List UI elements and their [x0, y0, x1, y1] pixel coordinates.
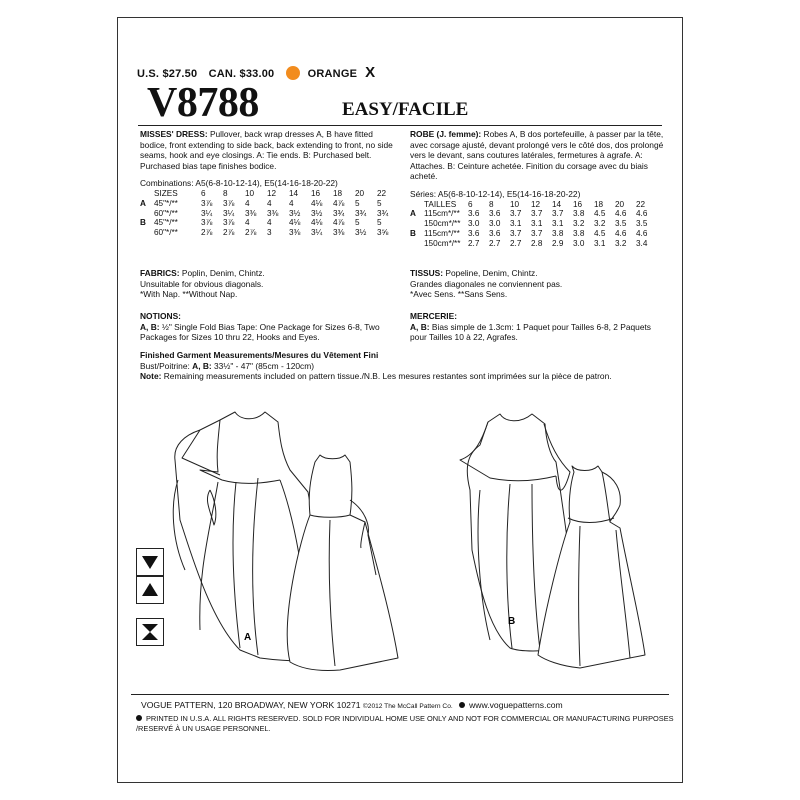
footer-legal: PRINTED IN U.S.A. ALL RIGHTS RESERVED. SOLD FOR INDIVIDUAL HOME USE ONLY AND NOT FOR COMMERCIAL OR MANUFACTURING PURPOSES /RESERVÉ À UN USAGE PERSONNEL. [136, 714, 674, 733]
copyright: ©2012 The McCall Pattern Co. [362, 703, 453, 710]
hourglass-icon [136, 618, 164, 646]
french-notions: MERCERIE: A, B: Bias simple de 1.3cm: 1 Paquet pour Tailles 6-8, 2 Paquets pour Tailles 10 à 22, Agrafes. [410, 311, 651, 343]
footer-company: VOGUE PATTERN, 120 BROADWAY, NEW YORK 10271 ©2012 The McCall Pattern Co. www.voguepatterns.com [141, 700, 563, 710]
difficulty-label: EASY/FACILE [342, 99, 469, 120]
english-fabrics: FABRICS: Poplin, Denim, Chintz. Unsuitable for obvious diagonals. *With Nap. **Without Nap. [140, 268, 265, 300]
bullet-icon [459, 702, 465, 708]
garment-illustrations [140, 400, 670, 690]
finished-measurements: Finished Garment Measurements/Mesures du Vêtement Fini Bust/Poitrine: A, B: 33½" - 47" (85cm - 120cm) Note: Remaining measurements included on pattern tissue./N.B. Les mesures restantes sont imprimées sur la pièce de patron. [140, 350, 612, 382]
table-row: 150cm*/** 2.7 2.7 2.7 2.8 2.9 3.0 3.1 3.2 3.4 [424, 238, 648, 248]
english-description: MISSES' DRESS: Pullover, back wrap dresses A, B have fitted bodice, front extending to side back, back extending to front, no side seams, hook and eye closings. A: Tie ends. B: Purchased belt. Purchased bias tape finishes bodice. [140, 129, 393, 171]
english-yardage-table: SIZES 6 8 10 12 14 16 18 20 22 A 45"*/** 3⅞ 3⅞ 4 4 4 4⅛ 4⅞ 5 5 60"*/** 3¼ 3¼ 3⅜ 3⅜ 3½ 3½ 3¾ 3¾ 3¾ B 45"*/** 3⅞ 3⅞ 4 4 4⅛ 4⅛ 4⅞ 5 5 60"*/** 2⅞ 2⅞ 2⅞ 3 3⅜ 3¼ 3⅜ 3½ 3⅝ [140, 189, 399, 238]
view-a-label: A [244, 632, 252, 643]
table-row: 60"*/** 2⅞ 2⅞ 2⅞ 3 3⅜ 3¼ 3⅜ 3½ 3⅝ [154, 228, 389, 238]
table-row: A 45"*/** 3⅞ 3⅞ 4 4 4 4⅛ 4⅞ 5 5 [140, 198, 382, 208]
table-row: 150cm*/** 3.0 3.0 3.1 3.1 3.1 3.2 3.2 3.5 3.5 [424, 219, 648, 229]
english-notions: NOTIONS: A, B: ½" Single Fold Bias Tape: One Package for Sizes 6-8, Two Packages for Sizes 10 thru 22, Hooks and Eyes. [140, 311, 380, 343]
price-can: CAN. $33.00 [208, 68, 275, 80]
website-link[interactable]: www.voguepatterns.com [469, 700, 563, 710]
pattern-number: V8788 [147, 80, 259, 126]
table-row: B 115cm*/** 3.6 3.6 3.7 3.7 3.8 3.8 4.5 4.6 4.6 [410, 228, 648, 238]
view-b-label: B [508, 616, 516, 627]
french-combinations: Séries: A5(6-8-10-12-14), E5(14-16-18-20-22) [410, 188, 581, 199]
table-row: A 115cm*/** 3.6 3.6 3.7 3.7 3.7 3.8 4.5 4.6 4.6 [410, 209, 648, 219]
triangle-up-icon [136, 576, 164, 604]
french-description: ROBE (J. femme): Robes A, B dos portefeuille, à passer par la tête, avec corsage ajusté, devant prolongé vers le côté dos, dos prolongé vers le devant, sans coutures latérales, fermetures à agrafe. A: Attaches. B: Ceinture achetée. Finition du corsage avec du biais acheté. [410, 129, 664, 182]
table-row: 60"*/** 3¼ 3¼ 3⅜ 3⅜ 3½ 3½ 3¾ 3¾ 3¾ [154, 208, 389, 218]
french-yardage-table: TAILLES 6 8 10 12 14 16 18 20 22 A 115cm*/** 3.6 3.6 3.7 3.7 3.7 3.8 4.5 4.6 4.6 150cm*/** 3.0 3.0 3.1 3.1 3.1 3.2 3.2 3.5 3.5 B 115cm*/** 3.6 3.6 3.7 3.7 3.8 3.8 4.5 4.6 4.6 150cm*/** 2.7 2.7 2.7 2.8 2.9 3.0 3.1 3.2 3.4 [410, 200, 657, 249]
french-fabrics: TISSUS: Popeline, Denim, Chintz. Grandes diagonales ne conviennent pas. *Avec Sens. **Sans Sens. [410, 268, 563, 300]
french-column [410, 129, 665, 249]
price-color: ORANGE [307, 68, 358, 80]
orange-dot-icon [286, 66, 300, 80]
bullet-icon [136, 715, 142, 721]
triangle-down-icon [136, 548, 164, 576]
footer-divider [131, 694, 669, 695]
price-us: U.S. $27.50 [137, 68, 198, 80]
english-combinations: Combinations: A5(6-8-10-12-14), E5(14-16-18-20-22) [140, 178, 338, 189]
header-divider [138, 125, 662, 126]
english-column [140, 129, 402, 238]
table-row: B 45"*/** 3⅞ 3⅞ 4 4 4⅛ 4⅛ 4⅞ 5 5 [140, 218, 382, 228]
price-line [137, 64, 383, 81]
price-mark: X [365, 64, 376, 81]
